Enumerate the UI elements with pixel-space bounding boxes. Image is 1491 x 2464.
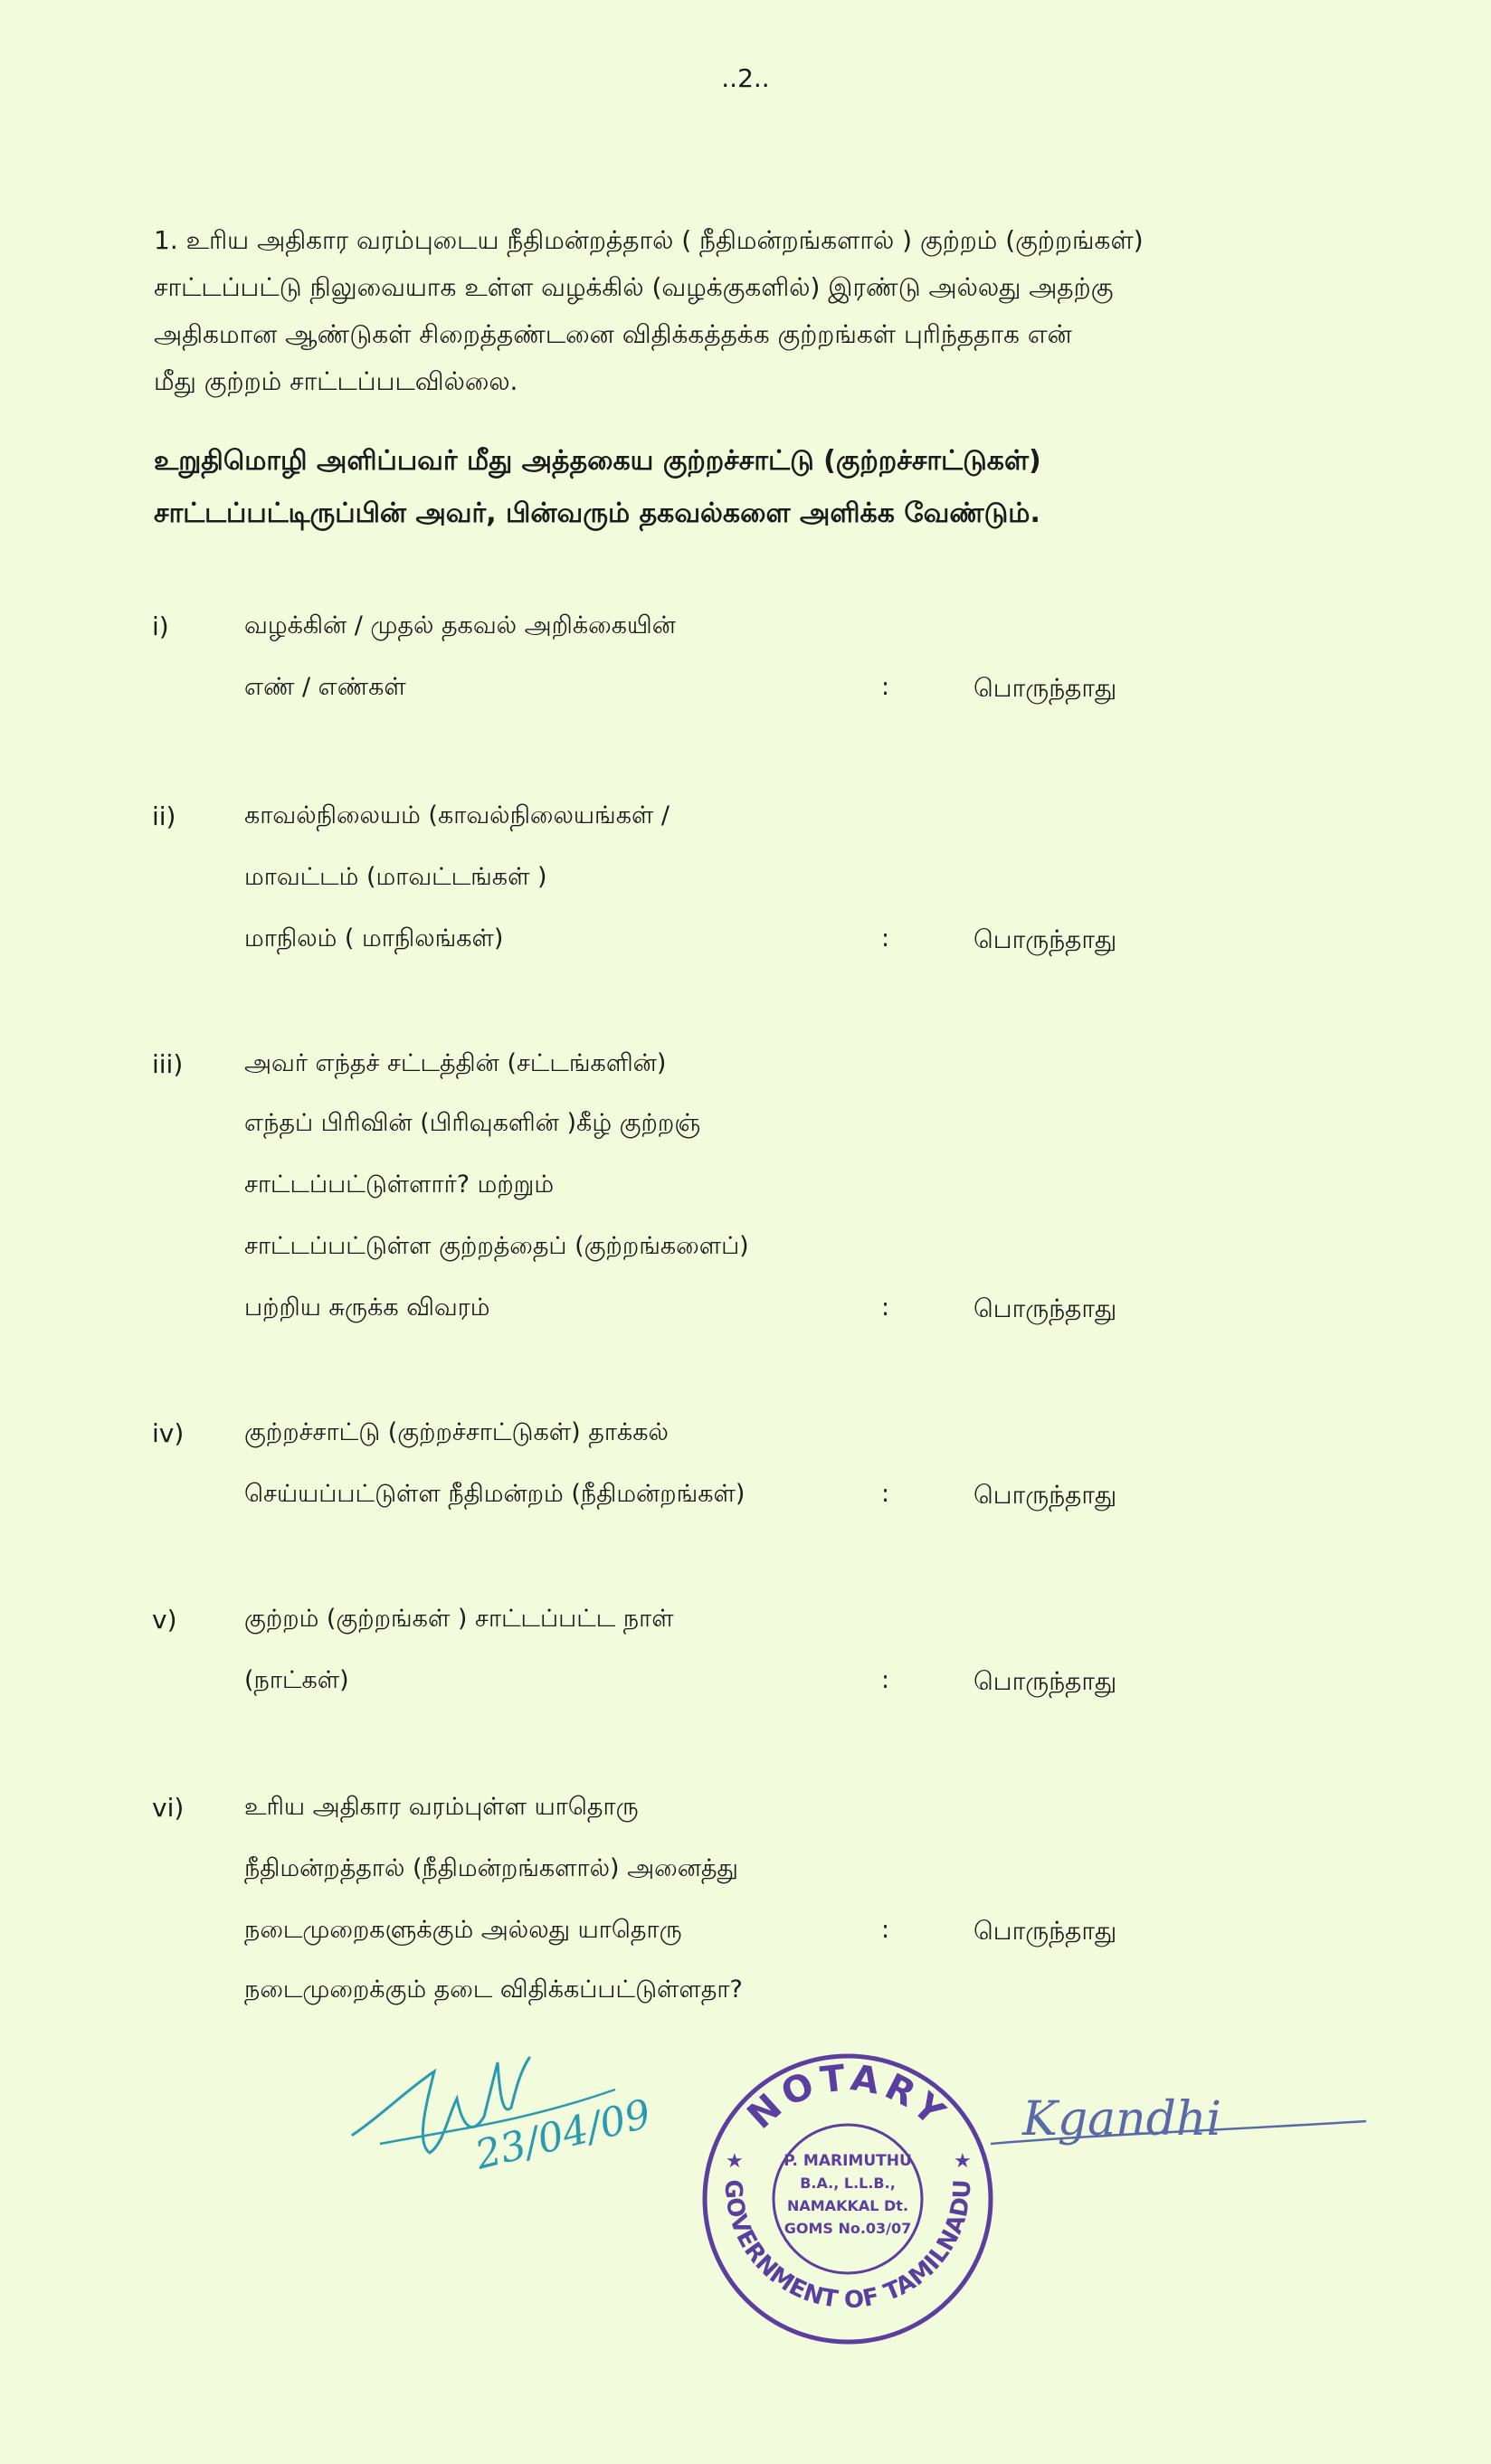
item-line: செய்யப்பட்டுள்ள நீதிமன்றம் (நீதிமன்றங்கள்) <box>244 1480 746 1508</box>
signature-right <box>986 2071 1375 2171</box>
paragraph-line: அதிகமான ஆண்டுகள் சிறைத்தண்டனை விதிக்கத்தக்க குற்றங்கள் புரிந்ததாக என் <box>154 319 1072 349</box>
stamp-star-icon: ★ <box>726 2150 744 2173</box>
item-line: (நாட்கள்) <box>244 1666 349 1694</box>
stamp-line: GOMS No.03/07 <box>783 2220 912 2237</box>
paragraph-line: சாட்டப்பட்டு நிலுவையாக உள்ள வழக்கில் (வழக்குகளில்) இரண்டு அல்லது அதற்கு <box>154 272 1114 302</box>
signature-right-text: Kgandhi <box>1022 2092 1222 2147</box>
item-line: எண் / எண்கள் <box>244 673 406 701</box>
item-answer: பொருந்தாது <box>973 1916 1117 1946</box>
item-colon: : <box>881 1666 890 1694</box>
item-answer: பொருந்தாது <box>973 1480 1117 1510</box>
item-line: மாவட்டம் (மாவட்டங்கள் ) <box>244 863 547 891</box>
item-colon: : <box>881 924 890 952</box>
stamp-line: P. MARIMUTHU <box>783 2152 912 2170</box>
item-line: உரிய அதிகார வரம்புள்ள யாதொரு <box>244 1793 639 1821</box>
item-line: நடைமுறைகளுக்கும் அல்லது யாதொரு <box>244 1916 682 1944</box>
item-line: நீதிமன்றத்தால் (நீதிமன்றங்களால்) அனைத்து <box>244 1854 738 1882</box>
item-line: பற்றிய சுருக்க விவரம் <box>244 1294 490 1322</box>
notary-stamp <box>698 2050 997 2348</box>
item-colon: : <box>881 673 890 701</box>
item-answer: பொருந்தாது <box>973 1666 1117 1696</box>
item-line: சாட்டப்பட்டுள்ள குற்றத்தைப் (குற்றங்களைப்) <box>244 1232 749 1260</box>
item-line: எந்தப் பிரிவின் (பிரிவுகளின் )கீழ் குற்றஞ் <box>244 1109 701 1137</box>
item-number: ii) <box>152 801 176 831</box>
item-line: குற்றம் (குற்றங்கள் ) சாட்டப்பட்ட நாள் <box>244 1605 674 1633</box>
stamp-line: B.A., L.L.B., <box>800 2175 896 2192</box>
item-line: அவர் எந்தச் சட்டத்தின் (சட்டங்களின்) <box>244 1049 667 1077</box>
instruction-line: சாட்டப்பட்டிருப்பின் அவர், பின்வரும் தகவல்களை அளிக்க வேண்டும். <box>154 498 1040 529</box>
stamp-bottom-text: GOVERNMENT OF TAMILNADU <box>718 2179 977 2315</box>
signature-left <box>344 2035 706 2180</box>
paragraph-line: மீது குற்றம் சாட்டப்படவில்லை. <box>154 366 518 396</box>
item-line: மாநிலம் ( மாநிலங்கள்) <box>244 924 504 952</box>
item-answer: பொருந்தாது <box>973 1294 1117 1323</box>
paragraph-line: 1. உரிய அதிகார வரம்புடைய நீதிமன்றத்தால் ( நீதிமன்றங்களால் ) குற்றம் (குற்றங்கள்) <box>154 225 1144 255</box>
instruction-line: உறுதிமொழி அளிப்பவர் மீது அத்தகைய குற்றச்சாட்டு (குற்றச்சாட்டுகள்) <box>154 445 1041 477</box>
stamp-star-icon: ★ <box>954 2150 972 2173</box>
item-line: வழக்கின் / முதல் தகவல் அறிக்கையின் <box>244 611 676 640</box>
item-number: iv) <box>152 1418 185 1448</box>
item-line: நடைமுறைக்கும் தடை விதிக்கப்பட்டுள்ளதா? <box>244 1976 743 2004</box>
item-line: சாட்டப்பட்டுள்ளார்? மற்றும் <box>244 1170 555 1199</box>
item-answer: பொருந்தாது <box>973 673 1117 703</box>
item-answer: பொருந்தாது <box>973 924 1117 954</box>
item-colon: : <box>881 1916 890 1944</box>
item-number: i) <box>152 611 169 641</box>
item-number: vi) <box>152 1793 185 1823</box>
page-number: ..2.. <box>721 63 770 93</box>
item-line: காவல்நிலையம் (காவல்நிலையங்கள் / <box>244 801 670 829</box>
item-number: v) <box>152 1605 177 1635</box>
item-line: குற்றச்சாட்டு (குற்றச்சாட்டுகள்) தாக்கல் <box>244 1418 669 1446</box>
signature-date: 23/04/09 <box>470 2090 656 2179</box>
item-number: iii) <box>152 1049 184 1079</box>
stamp-top-text: NOTARY <box>739 2057 956 2137</box>
stamp-line: NAMAKKAL Dt. <box>786 2197 909 2214</box>
item-colon: : <box>881 1480 890 1508</box>
item-colon: : <box>881 1294 890 1322</box>
